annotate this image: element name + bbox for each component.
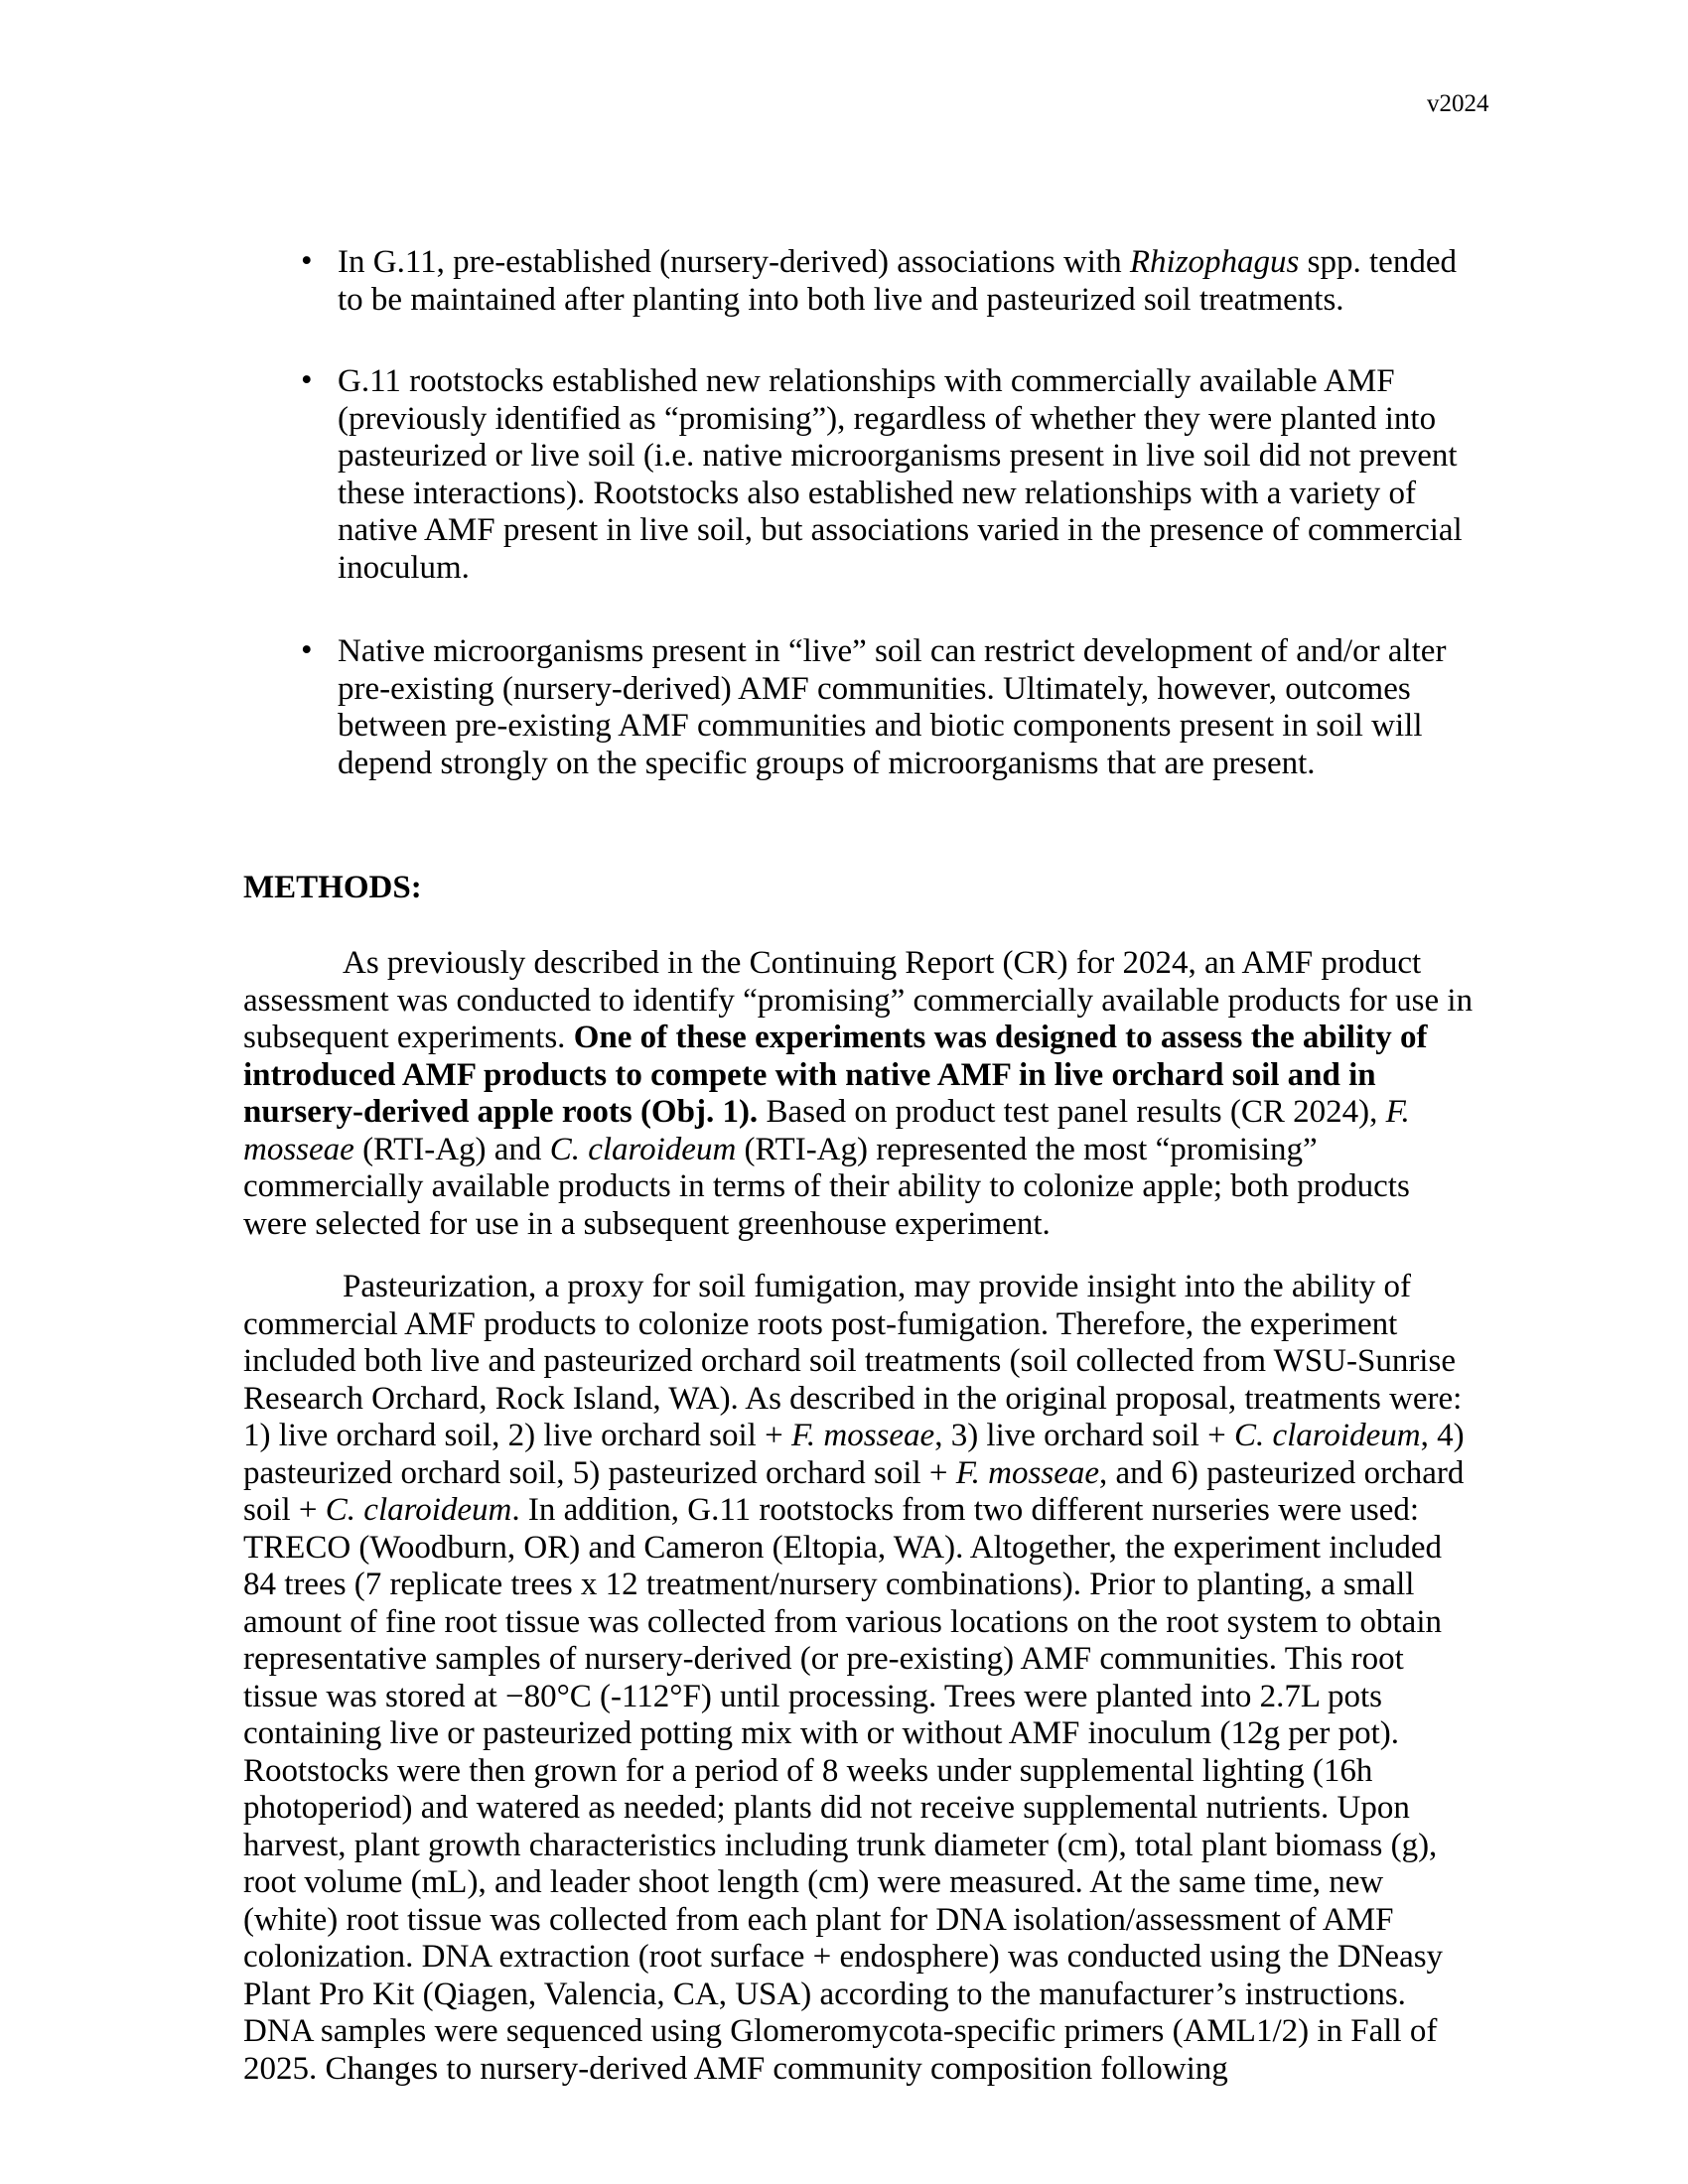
bullet-text: In G.11, pre-established (nursery-derived) associations with Rhizophagus spp. tended to be maintained after planting into both live and pasteurized soil treatments. [338, 244, 1457, 318]
bullet-marker-icon: • [301, 362, 313, 398]
bullet-marker-icon: • [301, 632, 313, 668]
bullet-item [243, 363, 1479, 587]
methods-heading: METHODS: [243, 870, 422, 905]
methods-paragraph: As previously described in the Continuing Report (CR) for 2024, an AMF product assessment was conducted to identify “promising” commercially available products for use in subsequent experiments. One of these experiments was designed to assess the ability of introduced AMF products to compete with native AMF in live orchard soil and in nursery-derived apple roots (Obj. 1). Based on product test panel results (CR 2024), F. mosseae (RTI-Ag) and C. claroideum (RTI-Ag) represented the most “promising” commercially available products in terms of their ability to colonize apple; both products were selected for use in a subsequent greenhouse experiment. [243, 945, 1474, 1242]
bullet-marker-icon: • [301, 243, 313, 279]
bullet-item [243, 244, 1479, 319]
bullet-text: Native microorganisms present in “live” soil can restrict development of and/or alter pre-existing (nursery-derived) AMF communities. Ultimately, however, outcomes between pre-existing AMF communities and biotic components present in soil will depend strongly on the specific groups of microorganisms that are present. [338, 633, 1447, 781]
methods-paragraph: Pasteurization, a proxy for soil fumigation, may provide insight into the ability of commercial AMF products to colonize roots post-fumigation. Therefore, the experiment included both live and pasteurized orchard soil treatments (soil collected from WSU-Sunrise Research Orchard, Rock Island, WA). As described in the original proposal, treatments were: 1) live orchard soil, 2) live orchard soil + F. mosseae, 3) live orchard soil + C. claroideum, 4) pasteurized orchard soil, 5) pasteurized orchard soil + F. mosseae, and 6) pasteurized orchard soil + C. claroideum. In addition, G.11 rootstocks from two different nurseries were used: TRECO (Woodburn, OR) and Cameron (Eltopia, WA). Altogether, the experiment included 84 trees (7 replicate trees x 12 treatment/nursery combinations). Prior to planting, a small amount of fine root tissue was collected from various locations on the root system to obtain representative samples of nursery-derived (or pre-existing) AMF communities. This root tissue was stored at −80°C (-112°F) until processing. Trees were planted into 2.7L pots containing live or pasteurized potting mix with or without AMF inoculum (12g per pot). Rootstocks were then grown for a period of 8 weeks under supplemental lighting (16h photoperiod) and watered as needed; plants did not receive supplemental nutrients. Upon harvest, plant growth characteristics including trunk diameter (cm), total plant biomass (g), root volume (mL), and leader shoot length (cm) were measured. At the same time, new (white) root tissue was collected from each plant for DNA isolation/assessment of AMF colonization. DNA extraction (root surface + endosphere) was conducted using the DNeasy Plant Pro Kit (Qiagen, Valencia, CA, USA) according to the manufacturer’s instructions. DNA samples were sequenced using Glomeromycota-specific primers (AML1/2) in Fall of 2025. Changes to nursery-derived AMF community composition following [243, 1269, 1465, 2087]
version-label: v2024 [1427, 90, 1489, 117]
bullet-text: G.11 rootstocks established new relationships with commercially available AMF (previously identified as “promising”), regardless of whether they were planted into pasteurized or live soil (i.e. native microorganisms present in live soil did not prevent these interactions). Rootstocks also established new relationships with a variety of native AMF present in live soil, but associations varied in the presence of commercial inoculum. [338, 363, 1463, 586]
bullet-item [243, 633, 1479, 782]
